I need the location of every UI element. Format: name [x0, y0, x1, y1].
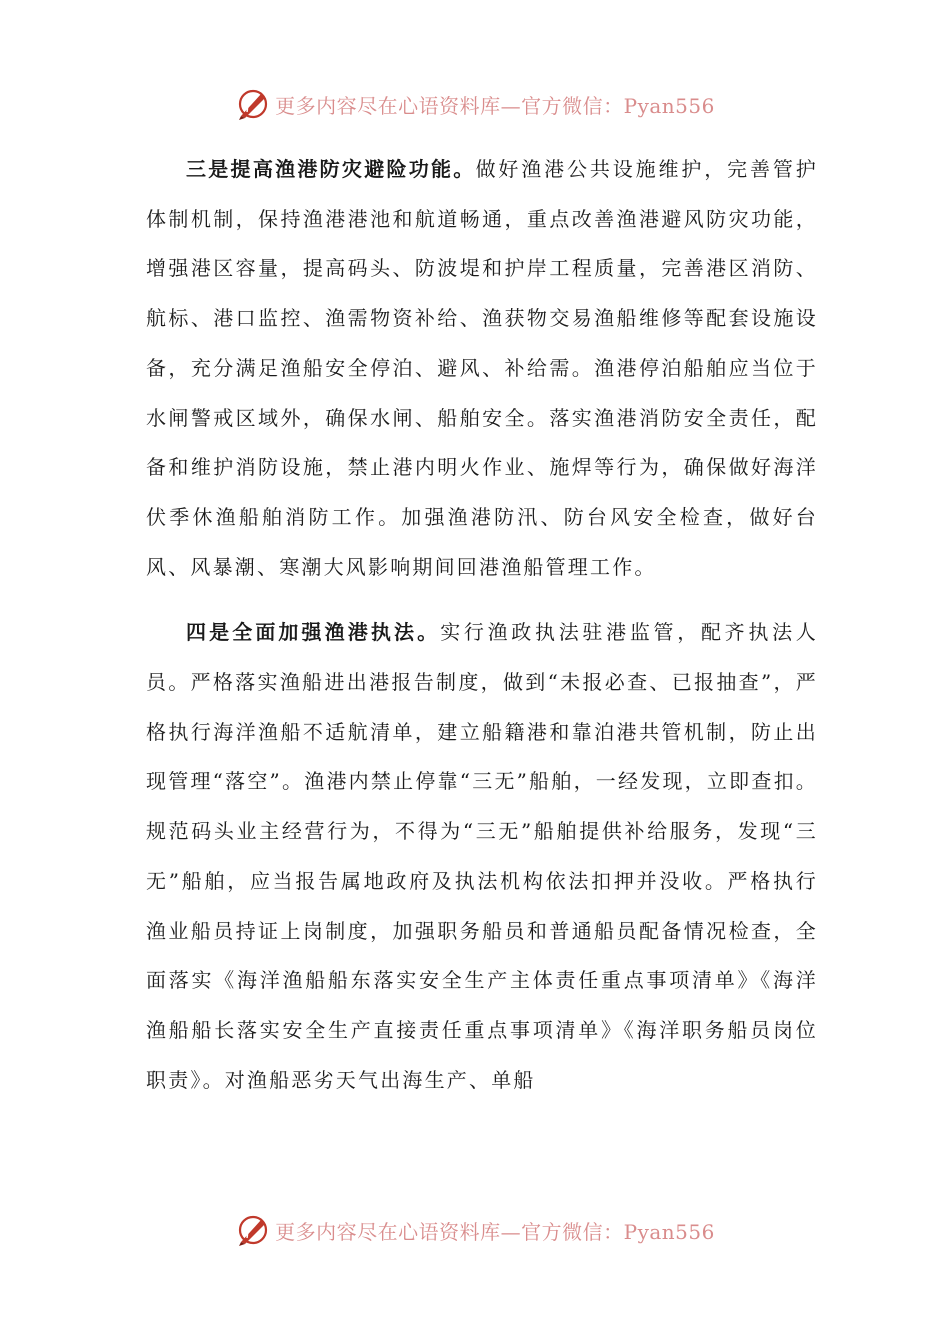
watermark-text: 更多内容尽在心语资料库—官方微信：Pyan556: [275, 1219, 715, 1244]
watermark-text: 更多内容尽在心语资料库—官方微信：Pyan556: [275, 93, 715, 118]
paragraph-text: 做好渔港公共设施维护，完善管护体制机制，保持渔港港池和航道畅通，重点改善渔港避风防灾功能，增强港区容量，提高码头、防波堤和护岸工程质量，完善港区消防、航标、港口监控、渔需物资补给、渔获物交易渔船维修等配套设施设备，充分满足渔船安全停泊、避风、补给需。渔港停泊船舶应当位于水闸警戒区域外，确保水闸、船舶安全。落实渔港消防安全责任，配备和维护消防设施，禁止港内明火作业、施焊等行为，确保做好海洋伏季休渔船舶消防工作。加强渔港防汛、防台风安全检查，做好台风、风暴潮、寒潮大风影响期间回港渔船管理工作。: [146, 157, 818, 579]
paragraph-lead: 四是全面加强渔港执法。: [186, 620, 441, 645]
paragraph-text: 实行渔政执法驻港监管，配齐执法人员。严格落实渔船进出港报告制度，做到“未报必查、已报抽查”，严格执行海洋渔船不适航清单，建立船籍港和靠泊港共管机制，防止出现管理“落空”。渔港内禁止停靠“三无”船舶，一经发现，立即查扣。规范码头业主经营行为，不得为“三无”船舶提供补给服务，发现“三无”船舶，应当报告属地政府及执法机构依法扣押并没收。严格执行渔业船员持证上岗制度，加强职务船员和普通船员配备情况检查，全面落实《海洋渔船船东落实安全生产主体责任重点事项清单》《海洋渔船船长落实安全生产直接责任重点事项清单》《海洋职务船员岗位职责》。对渔船恶劣天气出海生产、单船: [146, 620, 818, 1092]
footer-watermark: [0, 1210, 950, 1250]
paragraph-port-enforcement: [146, 608, 818, 1105]
pen-logo-icon: [235, 86, 271, 122]
pen-logo-icon: [235, 1212, 271, 1248]
paragraph-lead: 三是提高渔港防灾避险功能。: [186, 157, 476, 181]
header-watermark: [0, 84, 950, 124]
paragraph-disaster-prevention: [146, 145, 818, 592]
document-body: [146, 145, 818, 1121]
